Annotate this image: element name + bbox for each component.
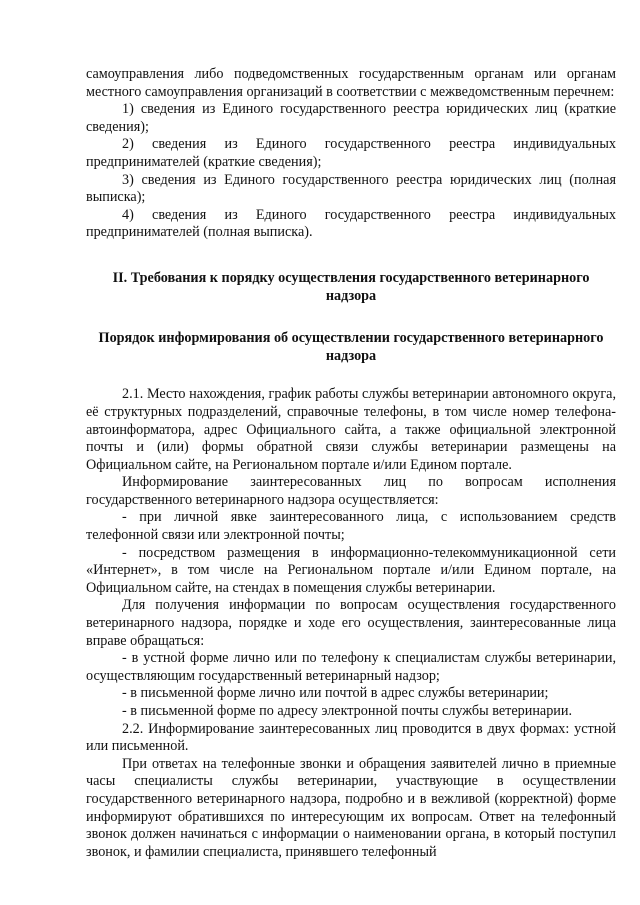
body-paragraph: - при личной явке заинтересованного лица, с использованием средств телефонной связи или электронной почты; [86,509,616,544]
subsection-heading: Порядок информирования об осуществлении государственного ветеринарного надзора [98,330,604,364]
body-paragraph: - посредством размещения в информационно-телекоммуникационной сети «Интернет», в том числе на Региональном портале и/или Едином портале, на Официальном сайте, на стендах в помещения службы ветеринарии. [86,544,616,596]
section-heading: II. Требования к порядку осуществления государственного ветеринарного надзора [112,269,590,304]
body-paragraph: Для получения информации по вопросам осуществления государственного ветеринарного надзора, порядке и ходе его осуществления, заинтересованные лица вправе обращаться: [86,597,616,649]
list-item: 1) сведения из Единого государственного реестра юридических лиц (краткие сведения); [86,101,616,135]
list-item: 3) сведения из Единого государственного реестра юридических лиц (полная выписка); [86,171,616,206]
body-paragraph: При ответах на телефонные звонки и обращения заявителей лично в приемные часы специалисты службы ветеринарии, участвующие в осуществлении государственного ветеринарного надзора, подробно и в вежливой (корректной) форме информируют обратившихся по интересующим их вопросам. Ответ на телефонный звонок должен начинаться с информации о наименовании органа, в который поступил звонок, и фамилии специалиста, принявшего телефонный [86,755,616,860]
body-paragraph: 2.1. Место нахождения, график работы службы ветеринарии автономного округа, её структурных подразделений, справочные телефоны, в том числе номер телефона-автоинформатора, адрес Официального сайта, а также официальной электронной почты и (или) формы обратной связи службы ветеринарии размещены на Официальном сайте, на Региональном портале и/или Едином портале. [86,386,616,473]
list-item: 2) сведения из Единого государственного реестра индивидуальных предпринимателей (краткие сведения); [86,136,616,170]
body-paragraph: 2.2. Информирование заинтересованных лиц проводится в двух формах: устной или письменной. [86,720,616,755]
list-item: 4) сведения из Единого государственного реестра индивидуальных предпринимателей (полная выписка). [86,206,616,241]
document-page [86,66,616,861]
body-paragraph: Информирование заинтересованных лиц по вопросам исполнения государственного ветеринарного надзора осуществляется: [86,474,616,508]
body-paragraph: - в письменной форме по адресу электронной почты службы ветеринарии. [122,703,573,719]
body-paragraph: - в устной форме лично или по телефону к специалистам службы ветеринарии, осуществляющим государственный ветеринарный надзор; [86,650,616,684]
body-paragraph: - в письменной форме лично или почтой в адрес службы ветеринарии; [122,685,549,702]
intro-paragraph: самоуправления либо подведомственных государственным органам или органам местного самоуправления организаций в соответствии с межведомственным перечнем: [86,66,616,100]
